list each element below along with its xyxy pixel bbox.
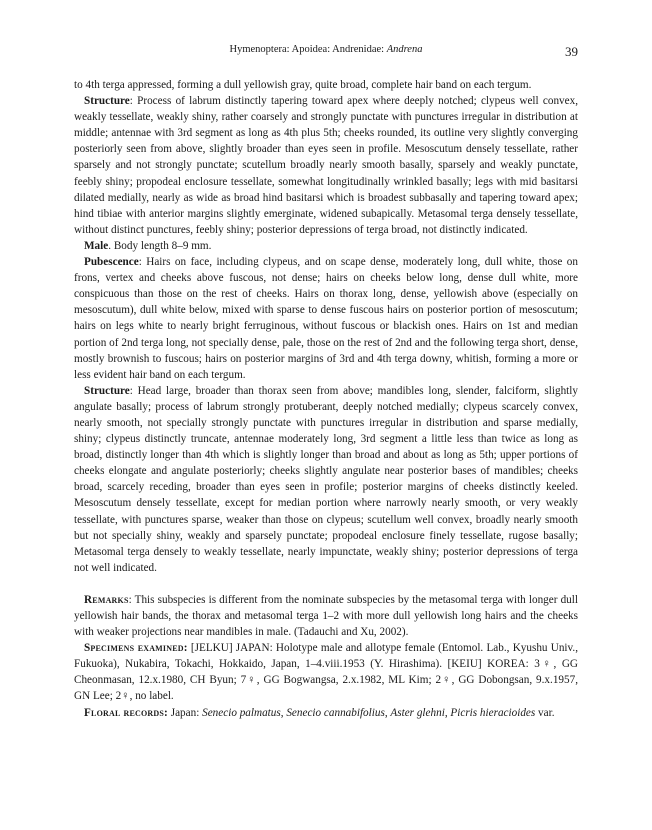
floral-text: var. <box>535 706 555 719</box>
heading-specimens-examined: Specimens examined: <box>84 642 188 655</box>
separator: , <box>280 706 287 719</box>
paragraph-text: : Head large, broader than thorax seen from above; mandibles long, slender, falciform, slightly angulate basally; process of labrum strongly protuberant, deeply notched medially; clypeus scarcely convex, nearly smooth, not specially strongly punctate with punctures irregular in distribution and sparse medially, shiny; clypeus distinctly truncate, antennae moderately long, 3rd segment a little less than twice as long as broad, distinctly longer than 4th which is slightly longer than broad and about as long as 5th; upper portions of cheeks elongate and angulate posteriorly; cheeks slightly angulate near posterior bases of mandibles; cheeks broad, scarcely receding, broader than eyes seen in profile; posterior margins of cheeks distinctly keeled. Mesoscutum densely tessellate, except for median portion where narrowly nearly smooth, or very weakly tessellate, with punctures sparse, weaker than those on clypeus; scutellum well convex, broadly nearly smooth but not specially shiny, weakly and sparsely punctate; propodeal enclosure finely tessellate, rugose basally; Metasomal terga densely to weakly tessellate, nearly impunctate, weakly shiny; posterior depressions of terga not well indicated. <box>74 384 578 574</box>
paragraph-remarks <box>74 592 578 640</box>
floral-text: Japan: <box>167 706 203 719</box>
taxon-name: Senecio palmatus <box>202 706 281 719</box>
heading-male: Male <box>84 239 109 252</box>
paragraph-text: : This subspecies is different from the nominate subspecies by the metasomal terga with longer dull yellowish hair bands, the thorax and metasomal terga 1–2 with more dull yellowish long hairs and the cheeks with weaker projections near mandibles in male. (Tadauchi and Xu, 2002). <box>74 593 578 639</box>
paragraph-structure-female <box>74 93 578 238</box>
paragraph-text: : Process of labrum distinctly tapering toward apex where deeply notched; clypeus well convex, weakly tessellate, weakly shiny, rather coarsely and strongly punctate with punctures irregular in distribution at middle; antennae with 3rd segment as long as 4th plus 5th; cheeks rounded, its outline very slightly converging posteriorly seen from above, slightly broader than eyes seen in profile. Mesoscutum densely tessellate, rather sparsely and not strongly punctate; scutellum broadly nearly smooth basally, sparsely and weakly punctate, feebly shiny; propodeal enclosure tessellate, somewhat longitudinally wrinkled basally; legs with mid basitarsi dilated medially, nearly as wide as broad hind basitarsi which is broadest subbasally and tapering toward apex; hind tibiae with anterior margins slightly emerginate, widened subapically. Metasomal terga densely tessellate, without distinct punctures, feebly shiny; posterior depressions of terga broad, not distinctly indicated. <box>74 95 578 236</box>
heading-remarks: Remarks <box>84 593 129 606</box>
running-head <box>74 44 578 55</box>
paragraph-text: [JELKU] JAPAN: Holotype male and allotype female (Entomol. Lab., Kyushu Univ., Fukuoka), Nukabira, Tokachi, Hokkaido, Japan, 1–4.viii.1953 (Y. Hirashima). [KEIU] KOREA: 3♀, GG Cheonmasan, 12.x.1980, CH Byun; 7♀, GG Bogwangsa, 2.x.1982, ML Kim; 2♀, GG Dobongsan, 9.x.1957, GN Lee; 2♀, no label. <box>74 642 578 703</box>
paragraph-text: . Body length 8–9 mm. <box>108 239 212 252</box>
separator: , <box>384 706 391 719</box>
separator: , <box>444 706 451 719</box>
running-head-genus: Andrena <box>386 44 423 55</box>
page-number: 39 <box>565 44 578 59</box>
heading-structure: Structure <box>84 95 130 108</box>
paragraph-structure-male <box>74 383 578 576</box>
heading-structure-male: Structure <box>84 384 130 397</box>
heading-floral-records: Floral records: <box>84 706 168 719</box>
running-head-taxonomy: Hymenoptera: Apoidea: Andrenidae: <box>229 44 387 55</box>
section-gap <box>74 576 578 592</box>
paragraph-continued: to 4th terga appressed, forming a dull yellowish gray, quite broad, complete hair band on each tergum. <box>74 79 532 91</box>
heading-pubescence: Pubescence <box>84 256 139 269</box>
taxon-name: Senecio cannabifolius <box>286 706 385 719</box>
paragraph-specimens <box>74 640 578 704</box>
paragraph-text: : Hairs on face, including clypeus, and on scape dense, moderately long, dull white, those on frons, vertex and cheeks above fuscous, not dense; hairs on cheeks below long, dense dull white, more conspicuous than those on the rest of cheeks. Hairs on thorax long, dense, yellowish above (especially on mesoscutum), dull white below, mixed with sparse to dense fuscous hairs on posterior portion of mesoscutum; hairs on legs white to nearly bright ferruginous, without fuscous or blackish ones. Hairs on 1st and median portion of 2nd terga long, not specially dense, pale, those on the rest of 2nd and the following terga short, dense, mostly brownish to fuscous; hairs on posterior margins of 3rd and 4th terga downy, whitish, forming a more or less evident hair band on each tergum. <box>74 256 578 381</box>
paragraph-male <box>74 238 578 254</box>
paragraph-floral-records <box>74 705 578 721</box>
paragraph-pubescence <box>74 254 578 383</box>
body-text <box>74 77 578 721</box>
taxon-name: Picris hieracioides <box>450 706 536 719</box>
taxon-name: Aster glehni <box>390 706 445 719</box>
